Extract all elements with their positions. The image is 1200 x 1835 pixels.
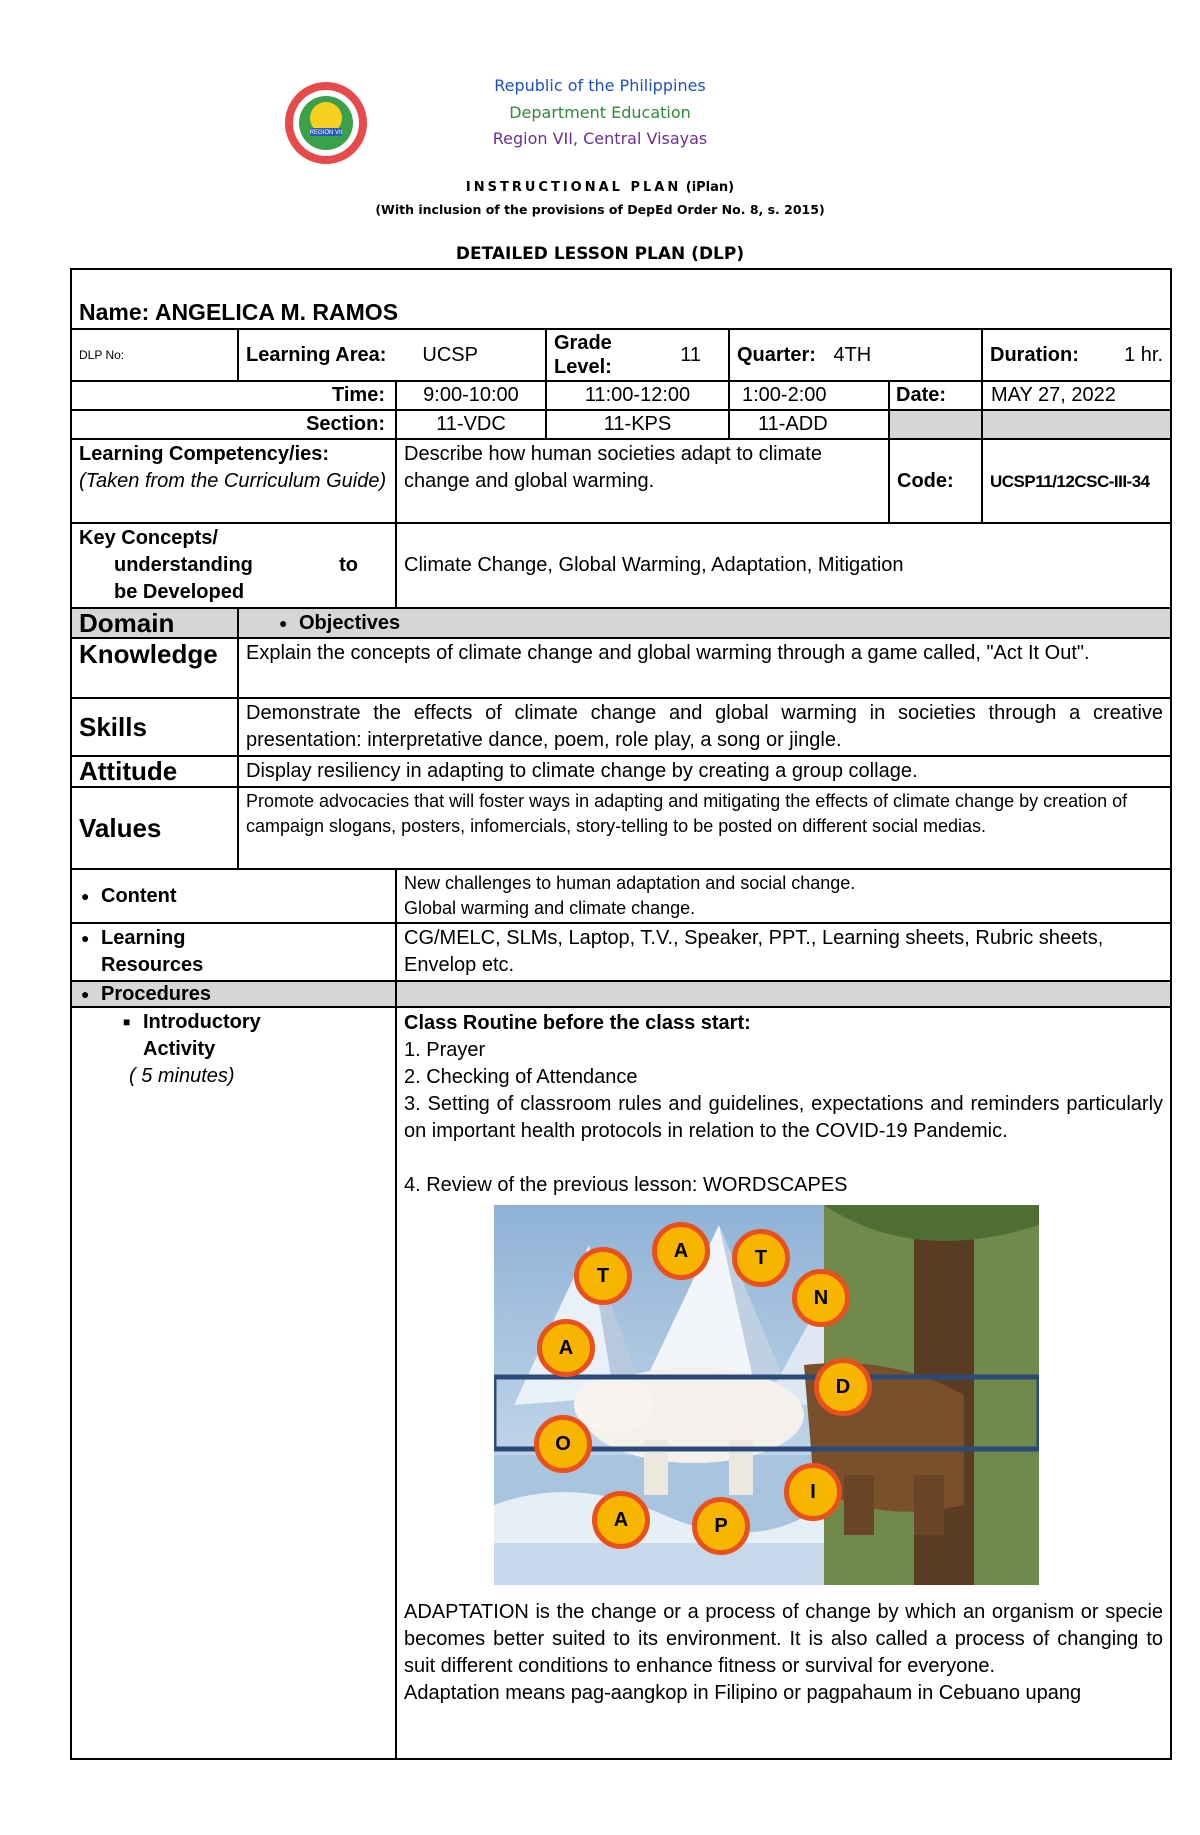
key-concepts-label xyxy=(71,523,396,608)
key-concepts-label-line1: Key Concepts/ xyxy=(79,527,218,549)
procedures-label: ● Procedures xyxy=(71,981,396,1007)
document-header xyxy=(0,0,1200,270)
knowledge-label: Knowledge xyxy=(71,638,238,698)
competency-note: (Taken from the Curriculum Guide) xyxy=(79,470,387,492)
duration-value: 1 hr. xyxy=(1124,343,1164,366)
content-line-2: Global warming and climate change. xyxy=(404,898,696,918)
grade-level-value: 11 xyxy=(680,343,701,366)
adaptation-filipino: Adaptation means pag-aangkop in Filipino or pagpahaum in Cebuano upang xyxy=(404,1682,1082,1704)
wordscapes-image xyxy=(494,1205,1039,1585)
letter-circle-3: T xyxy=(574,1247,632,1305)
intro-activity-time: ( 5 minutes) xyxy=(129,1065,235,1087)
domain-label: Domain xyxy=(71,608,238,638)
time-row xyxy=(71,381,1171,410)
section-3: 11-ADD xyxy=(729,410,889,439)
region-line: Region VII, Central Visayas xyxy=(492,129,708,148)
date-label: Date: xyxy=(889,381,982,410)
svg-text:REGION VII: REGION VII xyxy=(309,130,343,136)
quarter-label: Quarter: xyxy=(737,343,816,366)
resources-row xyxy=(71,923,1171,981)
section-gray-cell xyxy=(889,410,982,439)
date-value: MAY 27, 2022 xyxy=(982,381,1171,410)
procedures-row xyxy=(71,981,1171,1007)
letter-circle-9: A xyxy=(592,1491,650,1549)
section-label: Section: xyxy=(71,410,396,439)
values-label: Values xyxy=(71,787,238,869)
section-gray-cell-2 xyxy=(982,410,1171,439)
knowledge-row xyxy=(71,638,1171,698)
domain-header-row xyxy=(71,608,1171,638)
code-label: Code: xyxy=(889,439,982,523)
dlp-info-row xyxy=(71,329,1171,381)
routine-title: Class Routine before the class start: xyxy=(404,1012,751,1034)
grade-level-cell xyxy=(546,329,729,381)
letter-circle-8: I xyxy=(784,1463,842,1521)
competency-label: Learning Competency/ies: xyxy=(79,443,330,465)
section-1: 11-VDC xyxy=(396,410,546,439)
letter-circle-2: T xyxy=(732,1229,790,1287)
knowledge-text: Explain the concepts of climate change and global warming through a game called, "Act It Out". xyxy=(238,638,1171,698)
introductory-activity-label-cell xyxy=(71,1007,396,1759)
lesson-plan-table xyxy=(70,268,1172,1760)
duration-label: Duration: xyxy=(990,343,1079,366)
routine-item-1: 1. Prayer xyxy=(404,1039,486,1061)
routine-item-2: 2. Checking of Attendance xyxy=(404,1066,638,1088)
competency-text: Describe how human societies adapt to climate change and global warming. xyxy=(396,439,889,523)
iplan-heading: INSTRUCTIONAL PLAN (iPlan) xyxy=(465,180,735,195)
values-row xyxy=(71,787,1171,869)
letter-circle-4: N xyxy=(792,1269,850,1327)
learning-area-label: Learning Area: xyxy=(246,344,387,366)
attitude-text: Display resiliency in adapting to climate change by creating a group collage. xyxy=(238,756,1171,787)
competency-label-cell xyxy=(71,439,396,523)
letter-circle-6: D xyxy=(814,1358,872,1416)
content-text xyxy=(396,869,1171,923)
skills-text: Demonstrate the effects of climate change and global warming in societies through a creative presentation: interpretative dance, poem, role play, a song or jingle. xyxy=(238,698,1171,756)
key-concepts-row xyxy=(71,523,1171,608)
time-slot-1: 9:00-10:00 xyxy=(396,381,546,410)
key-concepts-label-line2: understanding to xyxy=(114,554,358,576)
resources-label: ● Learning Resources xyxy=(71,923,396,981)
section-2: 11-KPS xyxy=(546,410,729,439)
letter-circle-1: A xyxy=(652,1222,710,1280)
review-line: 4. Review of the previous lesson: WORDSCAPES xyxy=(404,1174,848,1196)
department-line: Department Education xyxy=(509,103,691,122)
content-line-1: New challenges to human adaptation and social change. xyxy=(404,873,856,893)
routine-item-3: 3. Setting of classroom rules and guidelines, expectations and reminders particularly on important health protocols in relation to the COVID-19 Pandemic. xyxy=(404,1093,1164,1142)
learning-area-cell xyxy=(238,329,546,381)
key-concepts-label-line3: be Developed xyxy=(114,581,245,603)
letter-circle-7: O xyxy=(534,1415,592,1473)
teacher-name: Name: ANGELICA M. RAMOS xyxy=(71,269,1171,329)
intro-activity-label: ■ Introductory Activity xyxy=(143,1009,313,1063)
key-concepts-text: Climate Change, Global Warming, Adaptation, Mitigation xyxy=(396,523,1171,608)
quarter-value: 4TH xyxy=(833,343,872,366)
skills-row xyxy=(71,698,1171,756)
content-row xyxy=(71,869,1171,923)
letter-circle-10: P xyxy=(692,1497,750,1555)
name-row xyxy=(71,269,1171,329)
content-label: ● Content xyxy=(71,869,396,923)
duration-cell xyxy=(982,329,1171,381)
competency-row xyxy=(71,439,1171,523)
time-slot-2: 11:00-12:00 xyxy=(546,381,729,410)
objectives-label: ● Objectives xyxy=(238,608,1171,638)
skills-label: Skills xyxy=(71,698,238,756)
attitude-row xyxy=(71,756,1171,787)
values-text: Promote advocacies that will foster ways in adapting and mitigating the effects of climate change by creation of campaign slogans, posters, infomercials, story-telling to be posted on different social medias. xyxy=(238,787,1171,869)
attitude-label: Attitude xyxy=(71,756,238,787)
procedures-gray-cell xyxy=(396,981,1171,1007)
resources-text: CG/MELC, SLMs, Laptop, T.V., Speaker, PPT., Learning sheets, Rubric sheets, Envelop etc. xyxy=(396,923,1171,981)
time-label: Time: xyxy=(71,381,396,410)
adaptation-definition: ADAPTATION is the change or a process of change by which an organism or specie becomes better suited to its environment. It is also called a process of changing to suit different conditions to enhance fitness or survival for everyone. xyxy=(404,1601,1164,1677)
grade-level-label: Grade Level: xyxy=(554,332,612,378)
quarter-cell xyxy=(729,329,982,381)
introductory-activity-row xyxy=(71,1007,1171,1759)
republic-line: Republic of the Philippines xyxy=(494,76,706,95)
section-row xyxy=(71,410,1171,439)
code-value: UCSP11/12CSC-III-34 xyxy=(982,439,1171,523)
dlp-no-label: DLP No: xyxy=(71,329,238,381)
time-slot-3: 1:00-2:00 xyxy=(729,381,889,410)
learning-area-value: UCSP xyxy=(422,343,478,366)
document-title: DETAILED LESSON PLAN (DLP) xyxy=(455,244,745,264)
deped-order-note: (With inclusion of the provisions of DepEd Order No. 8, s. 2015) xyxy=(375,202,825,217)
letter-circle-5: A xyxy=(537,1319,595,1377)
introductory-activity-content xyxy=(396,1007,1171,1759)
